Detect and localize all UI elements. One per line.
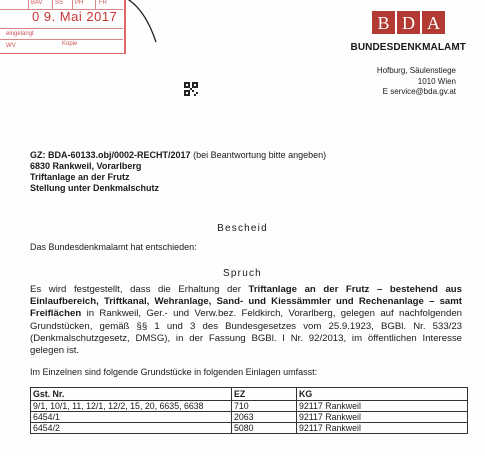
stamp-date: 0 9. Mai 2017 <box>32 9 118 24</box>
table-cell: 92117 Rankweil <box>297 423 468 434</box>
table-cell: 6454/2 <box>31 423 232 434</box>
table-row <box>31 401 468 412</box>
table-cell: 92117 Rankweil <box>297 412 468 423</box>
reference-gz <box>30 150 326 160</box>
intro-text: Das Bundesdenkmalamt hat entschieden: <box>30 242 197 252</box>
body-text-part: in Rankweil, Ger.- und Verw.bez. Feldkirch, Vorarlberg, gelegen auf nachfolgenden Grundstücken, gemäß §§ 1 und 3 des Bundesgesetzes vom 25.9.1923, BGBl. Nr. 533/23 (Denkmalschutzgesetz, DMSG), in der Fassung BGBl. I Nr. 92/2013, im öffentlichen Interesse gelegen ist. <box>30 308 462 357</box>
stamp-label: FR <box>99 0 107 6</box>
body-paragraph <box>30 284 462 357</box>
logo-letter: A <box>422 11 445 34</box>
column-header: KG <box>297 388 468 401</box>
reference-location: 6830 Rankweil, Vorarlberg <box>30 161 142 171</box>
column-header: Gst. Nr. <box>31 388 232 401</box>
table-cell: 9/1, 10/1, 11, 12/1, 12/2, 15, 20, 6635, 6638 <box>31 401 232 412</box>
qr-code <box>184 82 198 96</box>
section-title: Spruch <box>223 268 262 279</box>
gz-number: GZ: BDA-60133.obj/0002-RECHT/2017 <box>30 150 191 160</box>
logo-letter: D <box>397 11 420 34</box>
stamp-line <box>0 28 123 29</box>
table-row <box>31 412 468 423</box>
stamp-line <box>0 39 123 40</box>
table-cell: 5080 <box>232 423 297 434</box>
document-title: Bescheid <box>217 223 268 234</box>
stamp-label: BAV <box>31 0 43 6</box>
gz-note: (bei Beantwortung bitte angeben) <box>193 150 327 160</box>
table-row <box>31 423 468 434</box>
stamp-label: Kopie <box>62 41 78 47</box>
parcel-table <box>30 387 468 434</box>
address-line: 1010 Wien <box>417 77 456 86</box>
stamp-label: PH <box>75 0 84 6</box>
table-cell: 710 <box>232 401 297 412</box>
monument-name: Triftanlage an der Frutz – bestehend aus Einlaufbereich, Triftkanal, Wehranlage, Sand- und Kiessämmler und Rechenanlage – samt Freiflächen <box>30 284 462 320</box>
org-name: BUNDESDENKMALAMT <box>350 42 466 53</box>
list-intro: Im Einzelnen sind folgende Grundstücke in folgenden Einlagen umfasst: <box>30 367 318 377</box>
reference-object: Triftanlage an der Frutz <box>30 172 130 182</box>
stamp-label: SS <box>55 0 64 6</box>
stamp-label: WV <box>6 43 16 49</box>
reference-subject: Stellung unter Denkmalschutz <box>30 183 160 193</box>
logo-letter: B <box>372 11 395 34</box>
bda-logo <box>372 11 445 34</box>
table-cell: 92117 Rankweil <box>297 401 468 412</box>
body-text-part: Es wird festgestellt, dass die Erhaltung der <box>30 284 249 295</box>
email-address: E service@bda.gv.at <box>382 87 456 96</box>
column-header: EZ <box>232 388 297 401</box>
handwritten-mark <box>120 0 160 44</box>
table-cell: 6454/1 <box>31 412 232 423</box>
table-cell: 2063 <box>232 412 297 423</box>
address-line: Hofburg, Säulenstiege <box>376 66 456 75</box>
received-stamp <box>0 0 152 52</box>
stamp-label: eingelangt <box>6 31 34 37</box>
table-header-row <box>31 388 468 401</box>
